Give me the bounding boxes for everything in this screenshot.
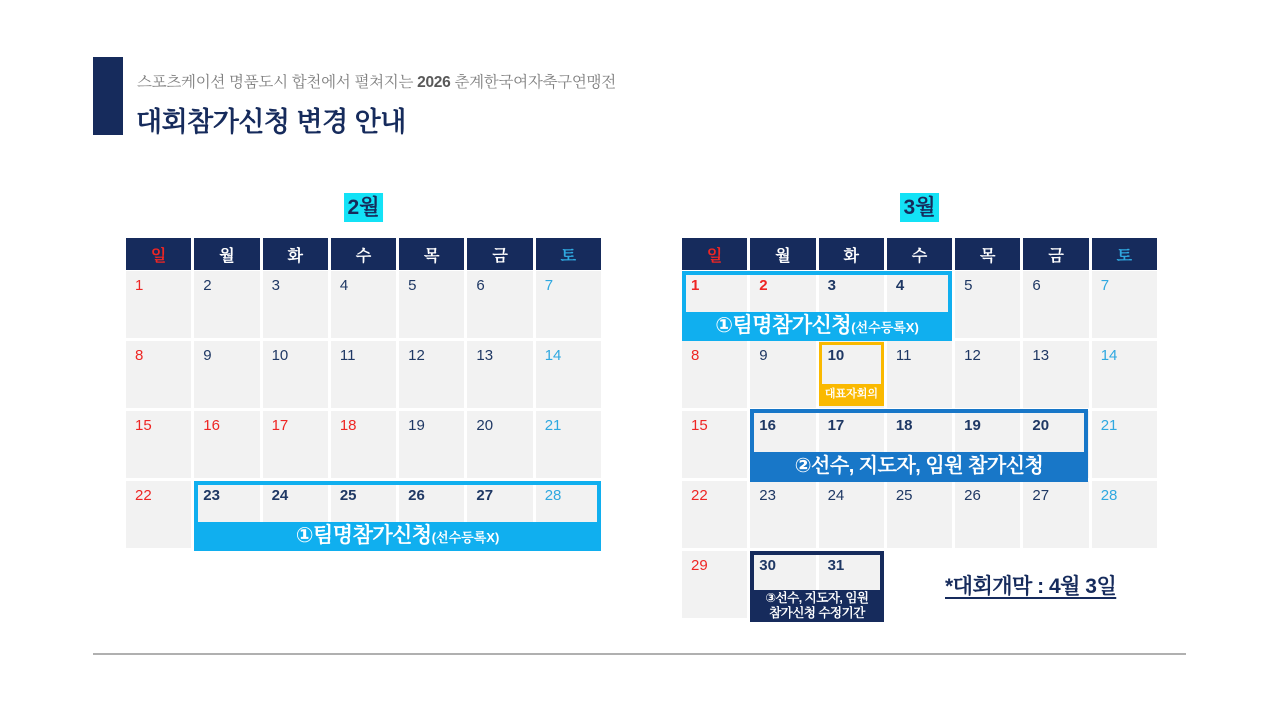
day-cell-mar-7 bbox=[1092, 271, 1157, 338]
day-number: 28 bbox=[1100, 487, 1118, 504]
day-number: 30 bbox=[759, 557, 776, 574]
day-cell-mar-29 bbox=[682, 551, 747, 618]
day-number: 18 bbox=[895, 417, 913, 434]
day-number: 10 bbox=[827, 347, 845, 364]
calendar-february-weekday-header bbox=[126, 238, 601, 270]
mar-participant-registration-banner: ②선수, 지도자, 임원 참가신청 bbox=[750, 452, 1088, 482]
weekday-header-feb-6: 토 bbox=[536, 238, 601, 270]
day-cell-feb-15 bbox=[126, 411, 191, 478]
title-accent-bar bbox=[93, 57, 123, 135]
day-cell-mar-14 bbox=[1092, 341, 1157, 408]
mar-banner3-line2: 참가신청 수정기간 bbox=[769, 606, 865, 620]
day-number: 28 bbox=[544, 487, 562, 504]
day-cell-mar-8 bbox=[682, 341, 747, 408]
day-number: 21 bbox=[544, 417, 562, 434]
calendar-february-grid bbox=[126, 271, 601, 548]
day-cell-mar-25 bbox=[887, 481, 952, 548]
day-number: 16 bbox=[759, 417, 776, 434]
day-number: 18 bbox=[339, 417, 357, 434]
weekday-header-mar-2: 화 bbox=[819, 238, 884, 270]
page-title: 대회참가신청 변경 안내 bbox=[136, 107, 406, 137]
day-cell-mar-24 bbox=[819, 481, 884, 548]
day-number: 9 bbox=[759, 347, 768, 364]
day-cell-feb-4 bbox=[331, 271, 396, 338]
day-cell-feb-16 bbox=[194, 411, 259, 478]
weekday-header-feb-5: 금 bbox=[467, 238, 532, 270]
mar-banner3-line1: ③선수, 지도자, 임원 bbox=[765, 591, 869, 605]
day-number: 7 bbox=[1100, 277, 1110, 294]
subtitle-prefix: 스포츠케이션 명품도시 합천에서 펼쳐지는 bbox=[137, 74, 418, 91]
day-number: 23 bbox=[203, 487, 220, 504]
weekday-header-mar-0: 일 bbox=[682, 238, 747, 270]
mar-banner1-sub-text: (선수등록X) bbox=[851, 320, 919, 335]
day-cell-mar-28 bbox=[1092, 481, 1157, 548]
day-cell-mar-4 bbox=[887, 271, 952, 338]
day-number: 14 bbox=[1100, 347, 1118, 364]
day-number: 12 bbox=[408, 347, 425, 364]
day-cell-feb-1 bbox=[126, 271, 191, 338]
day-number: 17 bbox=[827, 417, 845, 434]
day-cell-mar-6 bbox=[1023, 271, 1088, 338]
day-number: 2 bbox=[203, 277, 212, 294]
day-number: 3 bbox=[271, 277, 280, 294]
day-cell-feb-28 bbox=[536, 481, 601, 548]
day-number: 17 bbox=[271, 417, 289, 434]
day-cell-mar-12 bbox=[955, 341, 1020, 408]
day-number: 13 bbox=[476, 347, 494, 364]
day-number: 19 bbox=[408, 417, 425, 434]
day-number: 27 bbox=[1032, 487, 1050, 504]
weekday-header-mar-4: 목 bbox=[955, 238, 1020, 270]
day-cell-feb-27 bbox=[467, 481, 532, 548]
day-number: 11 bbox=[339, 347, 356, 364]
day-cell-feb-21 bbox=[536, 411, 601, 478]
weekday-header-mar-1: 월 bbox=[750, 238, 815, 270]
slide-subtitle bbox=[137, 72, 616, 94]
day-number: 21 bbox=[1100, 417, 1118, 434]
day-number: 15 bbox=[691, 417, 708, 434]
day-cell-mar-11 bbox=[887, 341, 952, 408]
day-cell-feb-3 bbox=[263, 271, 328, 338]
day-number: 6 bbox=[1032, 277, 1041, 294]
day-number: 16 bbox=[203, 417, 220, 434]
day-number: 5 bbox=[964, 277, 973, 294]
day-number: 20 bbox=[476, 417, 494, 434]
day-number: 26 bbox=[964, 487, 981, 504]
day-number: 22 bbox=[691, 487, 708, 504]
day-number: 31 bbox=[827, 557, 845, 574]
month-label-february: 2월 bbox=[344, 193, 384, 222]
weekday-header-mar-5: 금 bbox=[1023, 238, 1088, 270]
day-cell-mar-30 bbox=[750, 551, 815, 618]
day-cell-feb-25 bbox=[331, 481, 396, 548]
day-cell-feb-12 bbox=[399, 341, 464, 408]
month-label-march: 3월 bbox=[900, 193, 940, 222]
day-cell-feb-24 bbox=[263, 481, 328, 548]
weekday-header-feb-1: 월 bbox=[194, 238, 259, 270]
weekday-header-feb-0: 일 bbox=[126, 238, 191, 270]
feb-banner1-main-text: ①팀명참가신청 bbox=[295, 524, 432, 547]
day-number: 20 bbox=[1032, 417, 1050, 434]
opening-date-note: *대회개막 : 4월 3일 bbox=[945, 575, 1117, 598]
day-cell-mar-15 bbox=[682, 411, 747, 478]
calendar-march-weekday-header bbox=[682, 238, 1157, 270]
day-cell-feb-19 bbox=[399, 411, 464, 478]
mar-delegates-meeting-banner: 대표자회의 bbox=[819, 384, 884, 406]
day-cell-feb-22 bbox=[126, 481, 191, 548]
day-cell-mar-3 bbox=[819, 271, 884, 338]
day-cell-mar-26 bbox=[955, 481, 1020, 548]
day-number: 29 bbox=[691, 557, 708, 574]
day-number: 8 bbox=[691, 347, 700, 364]
calendar-february bbox=[126, 193, 601, 553]
day-cell-mar-23 bbox=[750, 481, 815, 548]
day-cell-feb-5 bbox=[399, 271, 464, 338]
day-cell-feb-10 bbox=[263, 341, 328, 408]
day-cell-feb-2 bbox=[194, 271, 259, 338]
day-number: 23 bbox=[759, 487, 776, 504]
day-number: 5 bbox=[408, 277, 417, 294]
weekday-header-feb-3: 수 bbox=[331, 238, 396, 270]
subtitle-suffix: 춘계한국여자축구연맹전 bbox=[450, 74, 616, 91]
day-cell-mar-31 bbox=[819, 551, 884, 618]
day-cell-mar-9 bbox=[750, 341, 815, 408]
day-number: 27 bbox=[476, 487, 494, 504]
weekday-header-mar-3: 수 bbox=[887, 238, 952, 270]
day-number: 24 bbox=[271, 487, 289, 504]
day-number: 6 bbox=[476, 277, 485, 294]
day-number: 10 bbox=[271, 347, 289, 364]
day-number: 12 bbox=[964, 347, 981, 364]
day-number: 3 bbox=[827, 277, 836, 294]
day-cell-mar-13 bbox=[1023, 341, 1088, 408]
weekday-header-feb-2: 화 bbox=[263, 238, 328, 270]
day-number: 2 bbox=[759, 277, 768, 294]
day-cell-mar-21 bbox=[1092, 411, 1157, 478]
day-number: 1 bbox=[135, 277, 144, 294]
day-cell-feb-18 bbox=[331, 411, 396, 478]
day-number: 8 bbox=[135, 347, 144, 364]
mar-banner1-main-text: ①팀명참가신청 bbox=[715, 314, 852, 337]
calendar-march-grid bbox=[682, 271, 1157, 618]
day-cell-mar-2 bbox=[750, 271, 815, 338]
day-cell-feb-20 bbox=[467, 411, 532, 478]
day-number: 14 bbox=[544, 347, 562, 364]
subtitle-year: 2026 bbox=[417, 74, 451, 91]
day-cell-mar-10 bbox=[819, 341, 884, 408]
day-cell-mar-22 bbox=[682, 481, 747, 548]
calendar-march bbox=[682, 193, 1157, 623]
day-cell-feb-14 bbox=[536, 341, 601, 408]
day-cell-feb-9 bbox=[194, 341, 259, 408]
day-cell-mar-17 bbox=[819, 411, 884, 478]
day-number: 7 bbox=[544, 277, 554, 294]
day-number: 4 bbox=[339, 277, 349, 294]
day-number: 13 bbox=[1032, 347, 1050, 364]
weekday-header-mar-6: 토 bbox=[1092, 238, 1157, 270]
day-cell-mar-1 bbox=[682, 271, 747, 338]
day-cell-mar-18 bbox=[887, 411, 952, 478]
day-cell-mar-20 bbox=[1023, 411, 1088, 478]
day-cell-mar-27 bbox=[1023, 481, 1088, 548]
day-number: 4 bbox=[895, 277, 905, 294]
day-number: 9 bbox=[203, 347, 212, 364]
day-number: 1 bbox=[691, 277, 700, 294]
day-cell-mar-5 bbox=[955, 271, 1020, 338]
day-number: 11 bbox=[895, 347, 912, 364]
day-number: 25 bbox=[895, 487, 913, 504]
day-cell-feb-6 bbox=[467, 271, 532, 338]
weekday-header-feb-4: 목 bbox=[399, 238, 464, 270]
day-cell-feb-11 bbox=[331, 341, 396, 408]
day-number: 24 bbox=[827, 487, 845, 504]
day-cell-feb-23 bbox=[194, 481, 259, 548]
day-cell-empty bbox=[887, 551, 952, 618]
day-number: 26 bbox=[408, 487, 425, 504]
day-cell-feb-7 bbox=[536, 271, 601, 338]
day-number: 22 bbox=[135, 487, 152, 504]
feb-banner1-sub-text: (선수등록X) bbox=[431, 530, 500, 545]
day-cell-feb-13 bbox=[467, 341, 532, 408]
day-number: 15 bbox=[135, 417, 152, 434]
day-number: 25 bbox=[339, 487, 357, 504]
day-cell-feb-26 bbox=[399, 481, 464, 548]
day-cell-mar-19 bbox=[955, 411, 1020, 478]
bottom-divider bbox=[93, 653, 1186, 655]
day-cell-feb-8 bbox=[126, 341, 191, 408]
day-number: 19 bbox=[964, 417, 981, 434]
day-cell-mar-16 bbox=[750, 411, 815, 478]
day-cell-feb-17 bbox=[263, 411, 328, 478]
